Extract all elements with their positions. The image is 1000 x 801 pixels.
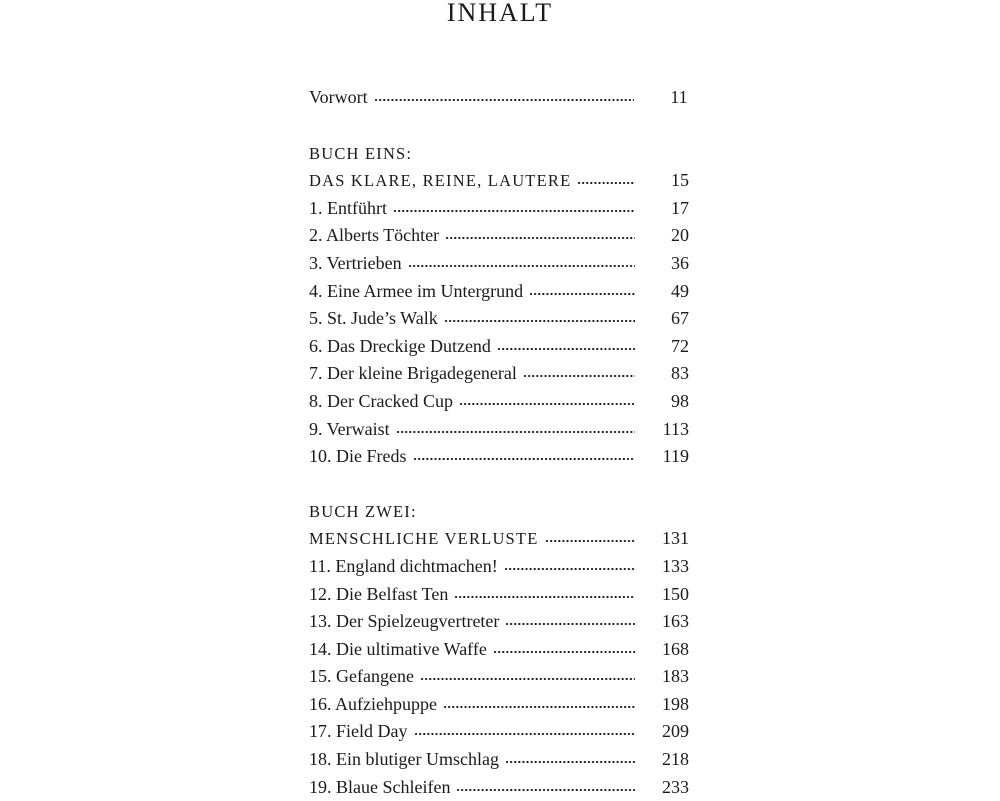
- toc-entry[interactable]: [309, 663, 689, 691]
- dot-leader: [456, 788, 635, 792]
- dot-leader: [497, 347, 635, 351]
- toc-entry-page: 150: [662, 583, 689, 604]
- toc-entry-page: 72: [671, 335, 689, 356]
- toc-entry-page: 67: [671, 308, 689, 329]
- toc-entry[interactable]: [309, 691, 689, 719]
- toc-entry-label: Vorwort: [309, 87, 368, 107]
- dot-leader: [493, 650, 635, 654]
- book-two-heading: BUCH ZWEI:: [309, 501, 417, 521]
- toc-entry-page: 163: [662, 611, 689, 632]
- toc-entry-label: 13. Der Spielzeugvertreter: [309, 611, 500, 632]
- toc-entry[interactable]: [309, 222, 689, 250]
- toc-entry[interactable]: [309, 305, 689, 333]
- dot-leader: [445, 236, 635, 240]
- toc-entry-label: 10. Die Freds: [309, 446, 407, 467]
- toc-entry-page: 183: [662, 666, 689, 687]
- table-of-contents: [309, 84, 689, 801]
- toc-entry-page: 198: [662, 693, 689, 714]
- toc-entry[interactable]: [309, 195, 689, 223]
- toc-entry[interactable]: [309, 553, 689, 581]
- toc-entry-page: 17: [671, 197, 689, 218]
- toc-entry-page: 131: [662, 528, 689, 549]
- toc-entry-label: 16. Aufziehpuppe: [309, 693, 437, 714]
- toc-entry-page: 113: [662, 418, 689, 439]
- dot-leader: [529, 292, 635, 296]
- toc-entry-page: 20: [671, 225, 689, 246]
- book-one-title: DAS KLARE, REINE, LAUTERE: [309, 171, 572, 191]
- toc-entry-label: 19. Blaue Schleifen: [309, 776, 451, 797]
- toc-entry-label: 4. Eine Armee im Untergrund: [309, 280, 524, 301]
- toc-entry[interactable]: [309, 443, 689, 471]
- dot-leader: [504, 567, 635, 571]
- toc-entry-page: 209: [662, 721, 689, 742]
- toc-entry-label: 12. Die Belfast Ten: [309, 583, 449, 604]
- toc-entry-label: 11. England dichtmachen!: [309, 555, 498, 576]
- dot-leader: [414, 732, 636, 736]
- toc-entry-page: 98: [671, 390, 689, 411]
- dot-leader: [393, 209, 635, 213]
- book-one-chapter-list: [309, 195, 689, 471]
- book-one-heading: BUCH EINS:: [309, 143, 413, 163]
- dot-leader: [444, 319, 635, 323]
- toc-entry[interactable]: [309, 718, 689, 746]
- dot-leader: [396, 430, 635, 434]
- toc-entry-page: 36: [671, 252, 689, 273]
- dot-leader: [459, 402, 635, 406]
- toc-entry[interactable]: [309, 774, 689, 801]
- dot-leader: [443, 705, 635, 709]
- toc-entry[interactable]: [309, 360, 689, 388]
- dot-leader: [420, 677, 635, 681]
- toc-entry-page: 218: [662, 749, 689, 770]
- book-two-chapter-list: [309, 553, 689, 801]
- dot-leader: [505, 622, 635, 626]
- toc-entry-label: 3. Vertrieben: [309, 252, 402, 273]
- toc-entry-label: 6. Das Dreckige Dutzend: [309, 335, 491, 356]
- dot-leader: [523, 374, 635, 378]
- toc-entry[interactable]: [309, 333, 689, 361]
- toc-entry-label: 7. Der kleine Brigadegeneral: [309, 363, 517, 384]
- dot-leader: [374, 98, 634, 102]
- toc-entry-label: 1. Entführt: [309, 197, 387, 218]
- dot-leader: [408, 264, 635, 268]
- toc-entry[interactable]: [309, 608, 689, 636]
- toc-entry-page: 233: [662, 776, 689, 797]
- toc-entry-label: 9. Verwaist: [309, 418, 390, 439]
- toc-entry-page: 133: [662, 555, 689, 576]
- toc-entry-page: 119: [662, 446, 689, 467]
- toc-entry[interactable]: [309, 416, 689, 444]
- dot-leader: [505, 760, 635, 764]
- page-title: INHALT: [446, 0, 554, 27]
- toc-entry-vorwort[interactable]: [309, 84, 689, 112]
- toc-entry-label: 17. Field Day: [309, 721, 408, 742]
- toc-entry[interactable]: [309, 250, 689, 278]
- toc-entry-page: 49: [671, 280, 689, 301]
- toc-entry-page: 11: [670, 87, 688, 107]
- book-two-title: MENSCHLICHE VERLUSTE: [309, 529, 539, 549]
- toc-entry[interactable]: [309, 388, 689, 416]
- toc-entry[interactable]: [309, 581, 689, 609]
- toc-entry[interactable]: [309, 636, 689, 664]
- toc-entry-label: 14. Die ultimative Waffe: [309, 638, 487, 659]
- toc-entry-page: 168: [662, 638, 689, 659]
- toc-entry-page: 15: [671, 170, 689, 191]
- toc-entry-label: 15. Gefangene: [309, 666, 414, 687]
- book-two-title-entry[interactable]: [309, 525, 689, 553]
- toc-entry-page: 83: [671, 363, 689, 384]
- toc-entry-label: 2. Alberts Töchter: [309, 225, 440, 246]
- toc-entry[interactable]: [309, 746, 689, 774]
- dot-leader: [545, 539, 636, 543]
- dot-leader: [454, 595, 635, 599]
- toc-entry-label: 5. St. Jude’s Walk: [309, 308, 438, 329]
- toc-entry-label: 18. Ein blutiger Umschlag: [309, 749, 499, 770]
- dot-leader: [413, 457, 636, 461]
- toc-entry[interactable]: [309, 278, 689, 306]
- dot-leader: [577, 181, 635, 185]
- toc-entry-label: 8. Der Cracked Cup: [309, 390, 453, 411]
- book-one-title-entry[interactable]: [309, 167, 689, 195]
